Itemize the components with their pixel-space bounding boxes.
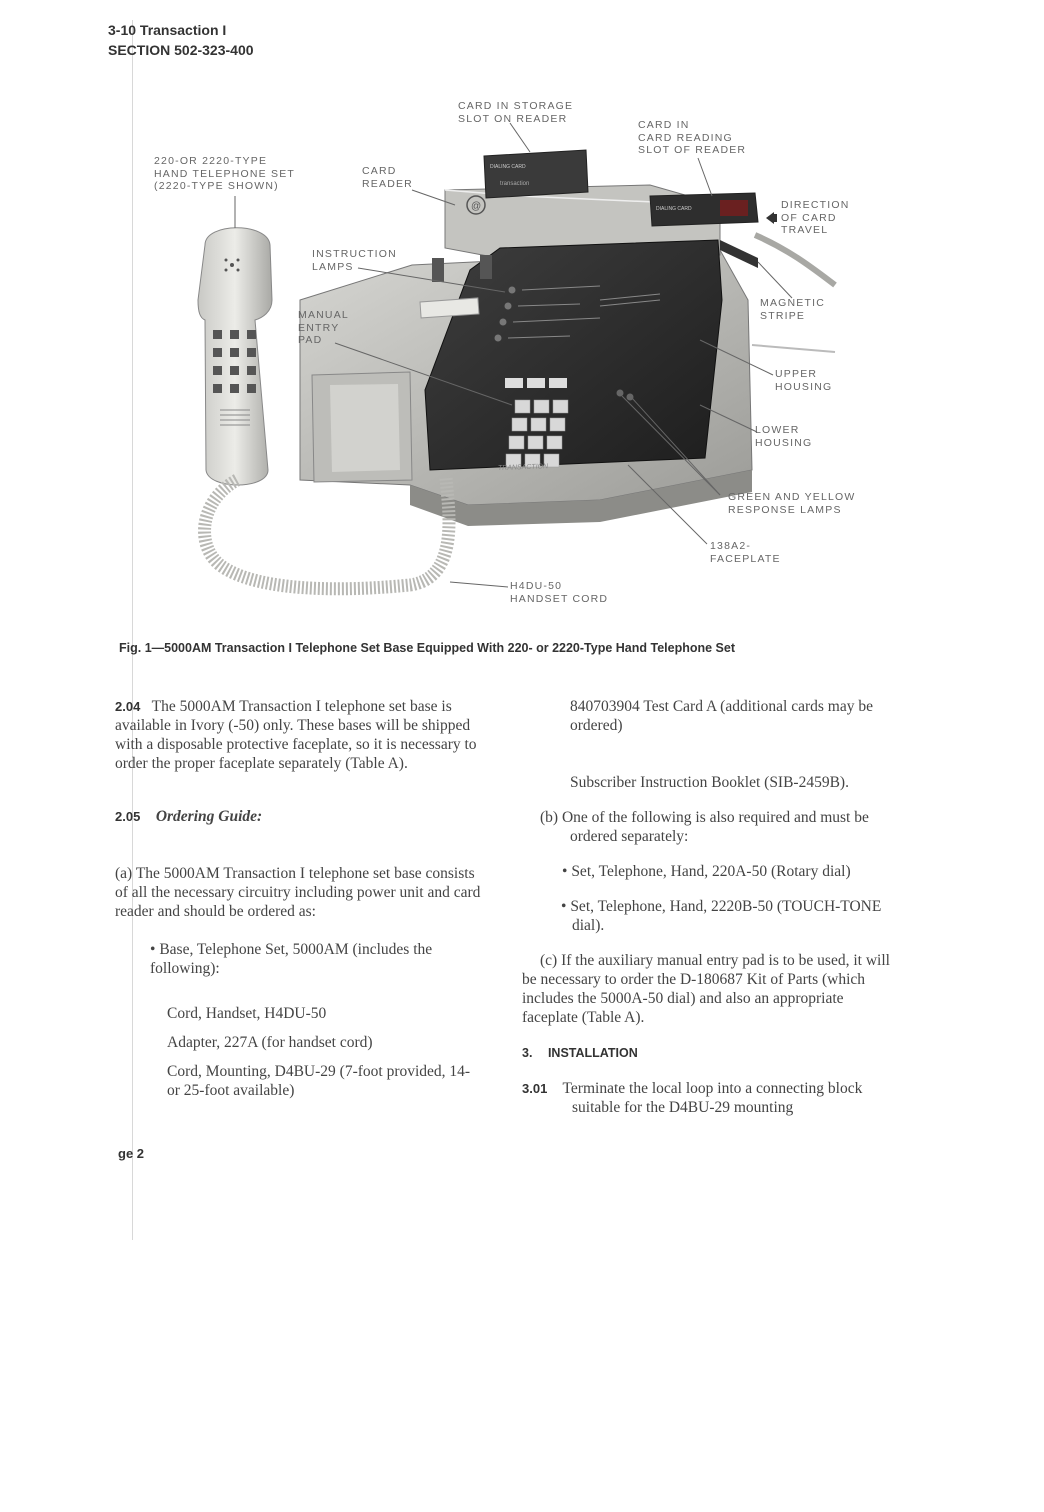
item-adapter: Adapter, 227A (for handset cord) [167,1034,373,1051]
item-label: (b) [540,809,559,826]
paragraph-a [115,864,485,921]
paragraph-3-01 [522,1079,894,1117]
label-lower-housing: LOWER HOUSING [755,424,813,449]
item-label: (a) [115,865,133,882]
label-upper-housing: UPPER HOUSING [775,368,833,393]
label-instruction-lamps: INSTRUCTION LAMPS [312,248,397,273]
mounting-cord [755,235,835,285]
bullet-icon: • [562,863,568,880]
bullet-text: Set, Telephone, Hand, 220A-50 (Rotary dial) [571,863,851,880]
item-label: (c) [540,952,558,969]
label-response-lamps: GREEN AND YELLOW RESPONSE LAMPS [728,491,856,516]
paragraph-number: 2.04 [115,699,141,714]
booklet-item: Subscriber Instruction Booklet (SIB-2459B). [570,774,849,791]
bullet-base [115,940,485,978]
label-card-reading: CARD IN CARD READING SLOT OF READER [638,119,747,156]
left-column [115,697,485,1100]
paragraph-number: 3.01 [522,1081,548,1096]
bullet-touch [522,897,894,935]
svg-text:@: @ [471,201,482,212]
card-in-storage-slot [484,150,588,198]
label-card-reader: CARD READER [362,165,413,190]
item-mounting: Cord, Mounting, D4BU-29 (7-foot provided, 14- or 25-foot available) [167,1063,471,1099]
item-text: The 5000AM Transaction I telephone set base consists of all the necessary circuitry including power unit and card reader and should be ordered as: [115,865,481,920]
paragraph-2-04 [115,697,485,773]
faceplate-model-text: TRANSACTION [497,463,549,472]
label-handset-cord: H4DU-50 HANDSET CORD [510,580,609,605]
label-direction: DIRECTION OF CARD TRAVEL [781,199,850,236]
label-manual-entry: MANUAL ENTRY PAD [298,309,349,346]
label-hand-set: 220-OR 2220-TYPE HAND TELEPHONE SET (2220-TYPE SHOWN) [154,155,296,192]
item-text: One of the following is also required and must be ordered separately: [561,809,869,845]
item-cord: Cord, Handset, H4DU-50 [167,1005,327,1022]
paragraph-number: 2.05 [115,809,141,824]
brand-text: transaction [500,181,530,187]
item-text: If the auxiliary manual entry pad is to be used, it will be necessary to order the D-180687 Kit of Parts (which includes the 5000A-50 dial) and also an appropriate faceplate (Table A). [522,952,890,1026]
header-line-1: 3-10 Transaction I [108,22,227,38]
reading-card-text: DIALING CARD [656,206,692,212]
paragraph-text: Terminate the local loop into a connecting block suitable for the D4BU-29 mounting [562,1080,863,1116]
header-line-2: SECTION 502-323-400 [108,42,254,58]
hand-telephone-set [198,228,272,485]
storage-card-text: DIALING CARD [490,164,526,170]
bullet-rotary [522,862,894,881]
section-title: INSTALLATION [547,1046,638,1060]
direction-arrow [766,212,777,224]
page-number: ge 2 [118,1146,145,1161]
bullet-text: Set, Telephone, Hand, 2220B-50 (TOUCH-TONE dial). [570,898,882,934]
label-card-storage: CARD IN STORAGE SLOT ON READER [458,100,574,125]
bullet-icon: • [150,941,156,958]
test-card-item: 840703904 Test Card A (additional cards may be ordered) [570,698,873,734]
line-cord [752,345,835,352]
paragraph-2-05 [115,807,485,826]
ordering-guide-title: Ordering Guide: [155,808,263,825]
paragraph-b [522,808,894,846]
bullet-icon: • [561,898,567,915]
right-column [522,697,894,1117]
figure-caption: Fig. 1—5000AM Transaction I Telephone Set Base Equipped With 220- or 2220-Type Hand Telephone Set [119,641,735,655]
label-magnetic-stripe: MAGNETIC STRIPE [760,297,826,322]
paragraph-c [522,951,894,1027]
paragraph-text: The 5000AM Transaction I telephone set base is available in Ivory (-50) only. These bases will be shipped with a disposable protective faceplate, so it is necessary to order the proper faceplate separately (Table A). [115,698,477,772]
label-faceplate: 138A2- FACEPLATE [710,540,781,565]
section-3-heading [522,1043,894,1063]
bullet-text: Base, Telephone Set, 5000AM (includes the following): [150,941,433,977]
section-number: 3. [522,1046,533,1060]
